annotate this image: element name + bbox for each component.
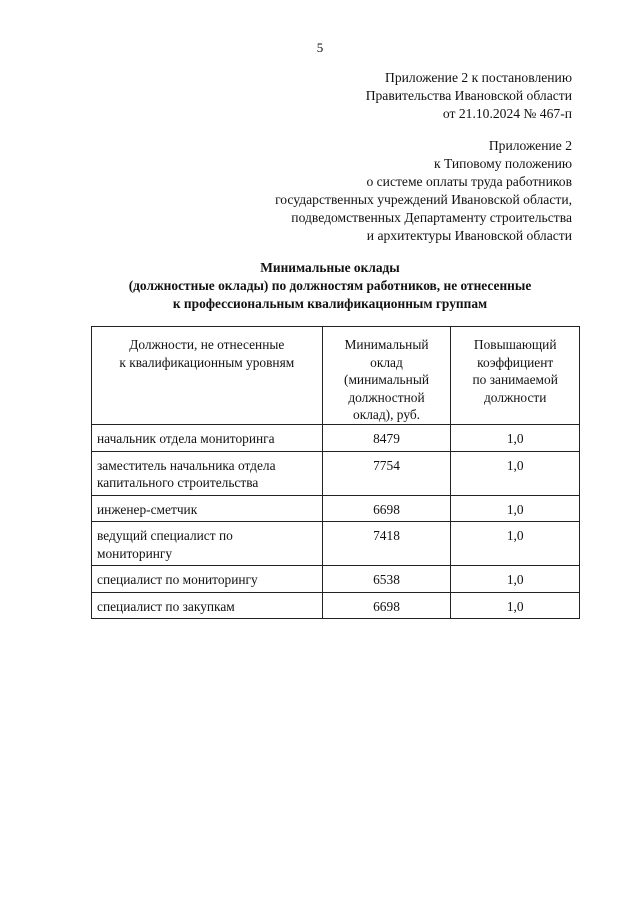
table-row	[92, 566, 580, 593]
cell-text-line: инженер-сметчик	[97, 501, 198, 517]
header-text-line: к квалификационным уровням	[119, 354, 295, 370]
appendix-regulation-block	[275, 137, 572, 245]
appendix-regulation-line: подведомственных Департаменту строительства	[291, 210, 572, 225]
title-line: к профессиональным квалификационным группам	[172, 296, 488, 311]
cell-coefficient: 1,0	[451, 592, 580, 619]
cell-salary: 6538	[322, 566, 451, 593]
appendix-regulation-line: к Типовому положению	[433, 156, 572, 171]
cell-coefficient: 1,0	[451, 495, 580, 522]
cell-position	[92, 451, 323, 495]
cell-position	[92, 566, 323, 593]
cell-salary: 7754	[322, 451, 451, 495]
cell-text-line: заместитель начальника отдела	[97, 457, 276, 473]
cell-salary: 8479	[322, 425, 451, 452]
cell-position	[92, 425, 323, 452]
cell-salary: 7418	[322, 522, 451, 566]
appendix-regulation-line: государственных учреждений Ивановской области,	[275, 192, 572, 207]
document-title	[60, 259, 600, 313]
cell-text-line: капитального строительства	[97, 475, 259, 490]
header-text-line: Должности, не отнесенные	[129, 337, 285, 352]
title-line: (должностные оклады) по должностям работников, не отнесенные	[128, 278, 532, 293]
header-text-line: Повышающий	[473, 337, 557, 352]
appendix-resolution-line: Правительства Ивановской области	[365, 88, 572, 103]
title-line: Минимальные оклады	[260, 260, 400, 275]
header-text-line: должности	[483, 389, 547, 405]
appendix-regulation-line: Приложение 2	[488, 138, 572, 153]
table-row	[92, 592, 580, 619]
header-text-line: коэффициент	[477, 354, 554, 370]
table-row	[92, 495, 580, 522]
header-coefficient	[451, 327, 580, 425]
cell-position	[92, 495, 323, 522]
appendix-resolution-block	[366, 69, 572, 123]
header-text-line: оклад	[370, 354, 403, 370]
header-text-line: Минимальный	[344, 337, 429, 352]
cell-position	[92, 592, 323, 619]
cell-salary: 6698	[322, 592, 451, 619]
appendix-regulation-line: и архитектуры Ивановской области	[366, 228, 572, 243]
table-row	[92, 522, 580, 566]
appendix-resolution-line: Приложение 2 к постановлению	[385, 70, 572, 85]
header-text-line: по занимаемой	[472, 372, 558, 387]
cell-coefficient: 1,0	[451, 566, 580, 593]
cell-text-line: специалист по закупкам	[97, 598, 235, 614]
cell-salary: 6698	[322, 495, 451, 522]
cell-text-line: мониторингу	[97, 545, 173, 561]
header-salary	[322, 327, 451, 425]
cell-position	[92, 522, 323, 566]
cell-text-line: ведущий специалист по	[97, 528, 233, 543]
cell-text-line: начальник отдела мониторинга	[97, 431, 275, 446]
cell-coefficient: 1,0	[451, 451, 580, 495]
table-row	[92, 425, 580, 452]
cell-coefficient: 1,0	[451, 425, 580, 452]
cell-text-line: специалист по мониторингу	[97, 572, 258, 587]
table-row	[92, 451, 580, 495]
header-text-line: оклад), руб.	[353, 407, 420, 422]
table-header-row	[92, 327, 580, 425]
header-text-line: (минимальный	[344, 372, 429, 387]
header-position	[92, 327, 323, 425]
cell-coefficient: 1,0	[451, 522, 580, 566]
appendix-regulation-line: о системе оплаты труда работников	[366, 174, 572, 189]
appendix-resolution-line: от 21.10.2024 № 467-п	[442, 106, 572, 121]
header-text-line: должностной	[348, 389, 425, 405]
salary-table	[91, 326, 580, 619]
page-number: 5	[316, 40, 324, 55]
